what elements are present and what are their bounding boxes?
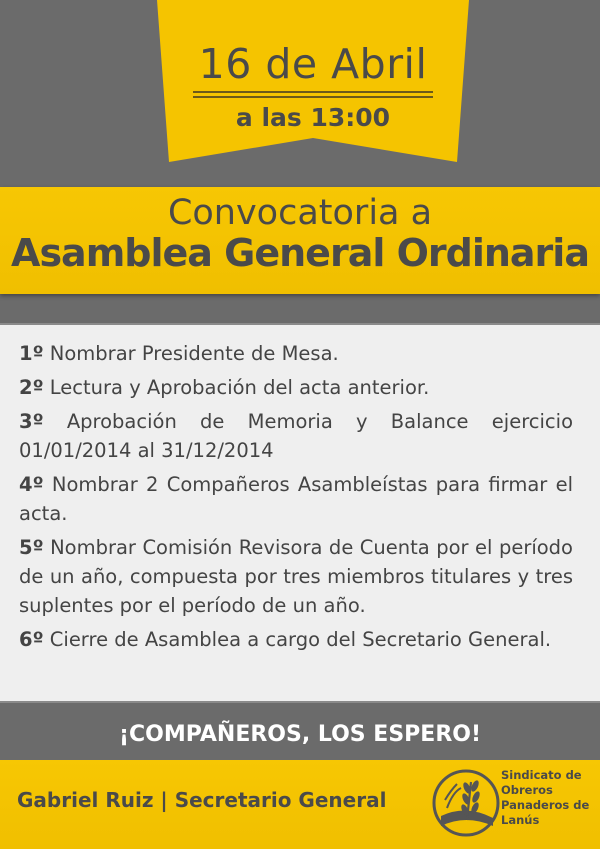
agenda-item-number: 6º (19, 628, 44, 651)
agenda-item-text: Nombrar 2 Compañeros Asambleístas para firmar el acta. (19, 473, 573, 525)
slogan: ¡COMPAÑEROS, LOS ESPERO! (119, 722, 481, 747)
agenda-item-text: Aprobación de Memoria y Balance ejercicio 01/01/2014 al 31/12/2014 (19, 410, 573, 462)
footer-band (0, 760, 600, 849)
organization-name-line: Panaderos de (501, 798, 590, 812)
title-line-2: Asamblea General Ordinaria (11, 231, 589, 275)
organization-name-line: Sindicato de (501, 768, 582, 782)
banner-divider (193, 96, 433, 98)
agenda-item (19, 407, 573, 465)
signer: Gabriel Ruiz | Secretario General (17, 788, 387, 812)
agenda-item (19, 470, 573, 528)
wheat-sheaf-emblem-icon (431, 768, 501, 838)
agenda-item-text: Cierre de Asamblea a cargo del Secretario General. (49, 628, 552, 651)
agenda-item-number: 5º (19, 536, 44, 559)
agenda-panel (0, 323, 600, 703)
agenda-item (19, 533, 573, 620)
agenda-item-number: 4º (19, 473, 44, 496)
event-date: 16 de Abril (198, 40, 428, 88)
agenda-list (19, 339, 573, 659)
date-banner (157, 0, 469, 162)
event-time: a las 13:00 (235, 103, 391, 132)
banner-divider (193, 91, 433, 93)
organization-name-line: Lanús (501, 813, 540, 827)
agenda-item-text: Nombrar Presidente de Mesa. (49, 342, 339, 365)
agenda-item-number: 2º (19, 376, 44, 399)
title-line-1: Convocatoria a (167, 193, 433, 233)
title-band (0, 187, 600, 294)
agenda-item (19, 625, 573, 654)
organization-name (501, 768, 596, 828)
agenda-item (19, 373, 573, 402)
agenda-item-number: 1º (19, 342, 44, 365)
organization-name-line: Obreros (501, 783, 553, 797)
agenda-item (19, 339, 573, 368)
agenda-item-text: Lectura y Aprobación del acta anterior. (49, 376, 430, 399)
agenda-item-number: 3º (19, 410, 44, 433)
agenda-item-text: Nombrar Comisión Revisora de Cuenta por el período de un año, compuesta por tres miembros titulares y tres suplentes por el período de un año. (19, 536, 573, 617)
